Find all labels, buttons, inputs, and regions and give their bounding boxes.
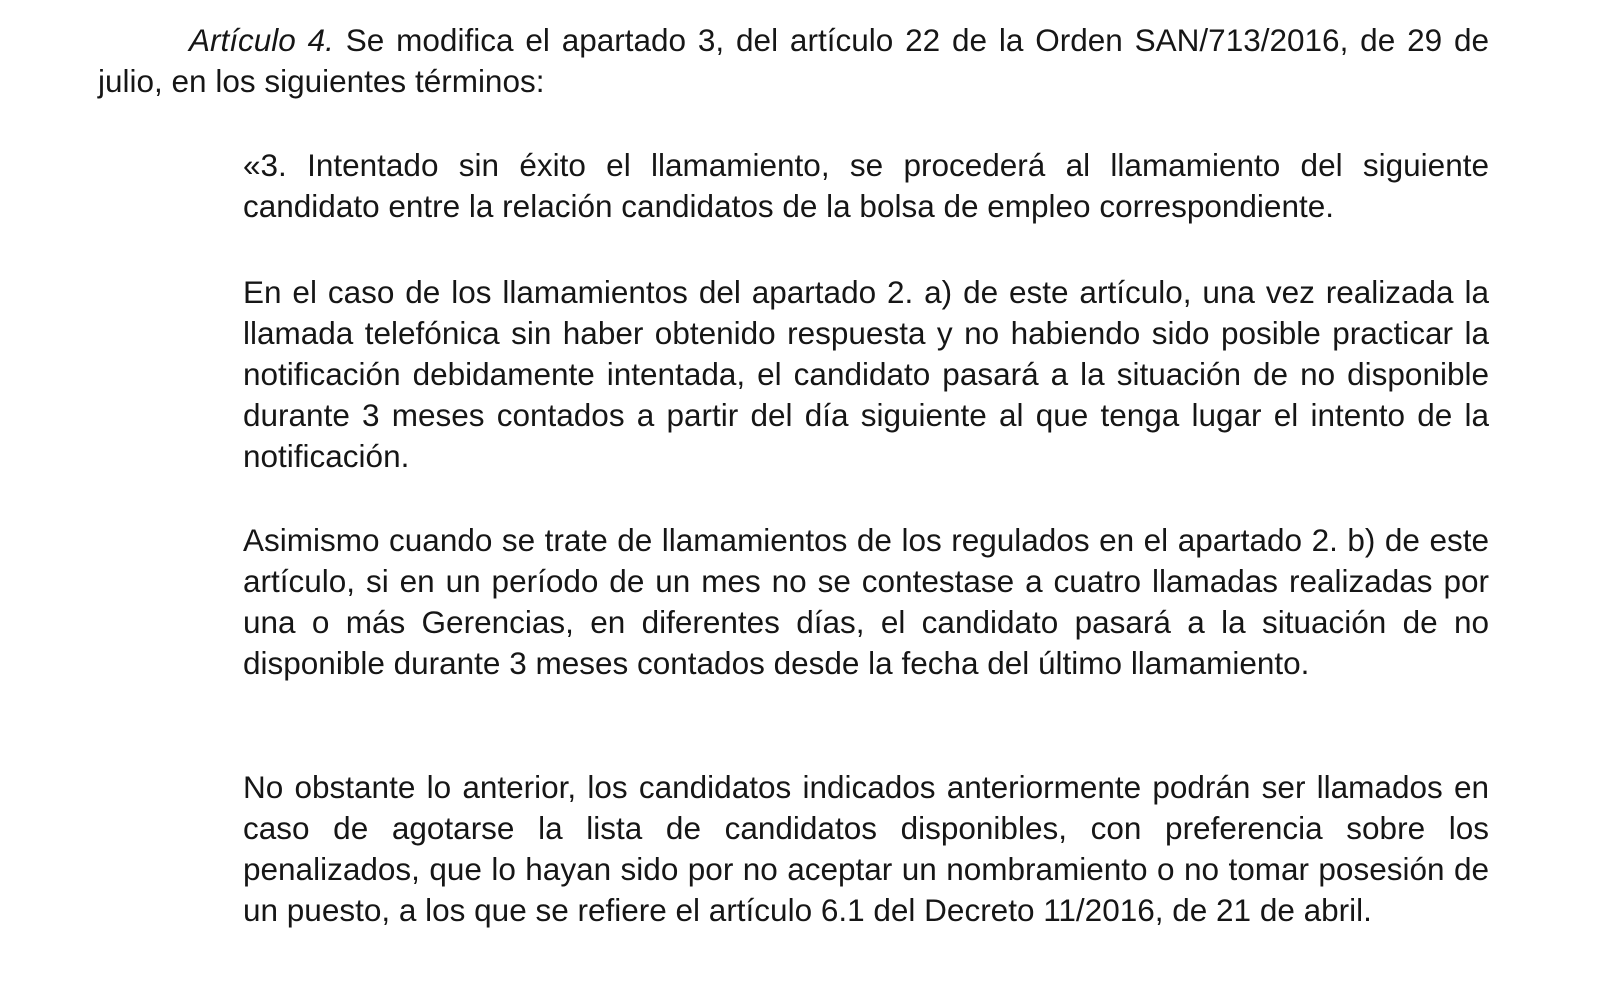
article-intro (98, 20, 1489, 102)
quoted-paragraph-3: Asimismo cuando se trate de llamamientos de los regulados en el apartado 2. b) de este artículo, si en un período de un mes no se contestase a cuatro llamadas realizadas por una o más Gerencias, en diferentes días, el candidato pasará a la situación de no disponible durante 3 meses contados desde la fecha del último llamamiento. (243, 522, 1489, 681)
quoted-paragraph-1: «3. Intentado sin éxito el llamamiento, se procederá al llamamiento del siguiente candidato entre la relación candidatos de la bolsa de empleo correspondiente. (243, 147, 1489, 224)
article-label: Artículo 4. (189, 22, 334, 58)
quoted-paragraph-2: En el caso de los llamamientos del apartado 2. a) de este artículo, una vez realizada la llamada telefónica sin haber obtenido respuesta y no habiendo sido posible practicar la notificación debidamente intentada, el candidato pasará a la situación de no disponible durante 3 meses contados a partir del día siguiente al que tenga lugar el intento de la notificación. (243, 274, 1489, 474)
quoted-paragraph-4: No obstante lo anterior, los candidatos indicados anteriormente podrán ser llamados en caso de agotarse la lista de candidatos disponibles, con preferencia sobre los penalizados, que lo hayan sido por no aceptar un nombramiento o no tomar posesión de un puesto, a los que se refiere el artículo 6.1 del Decreto 11/2016, de 21 de abril. (243, 769, 1489, 928)
article-intro-text: Se modifica el apartado 3, del artículo 22 de la Orden SAN/713/2016, de 29 de julio, en los siguientes términos: (98, 22, 1490, 99)
